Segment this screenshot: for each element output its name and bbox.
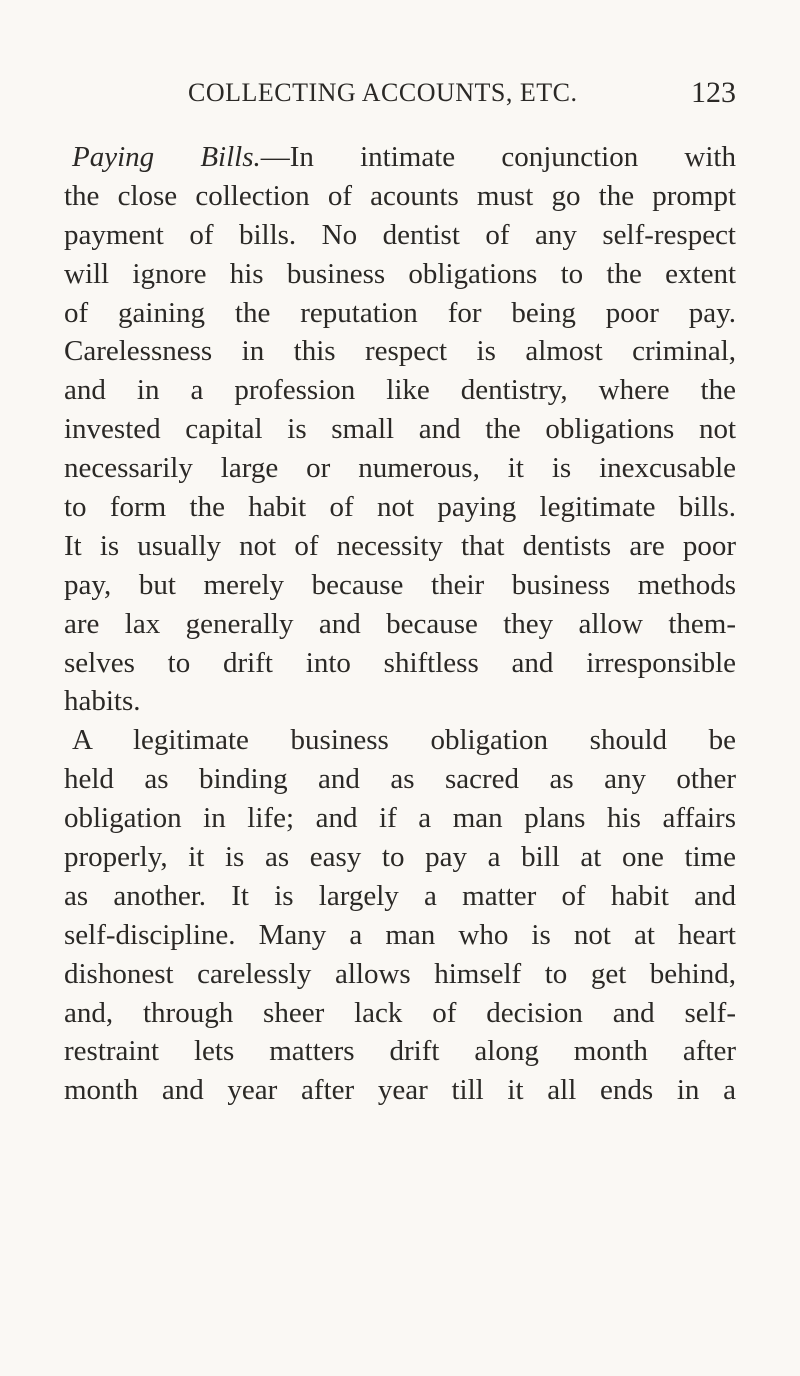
text-line-rest: —In intimate conjunction with (260, 141, 736, 173)
text-line: and in a profession like dentistry, where the (64, 374, 736, 407)
text-line: invested capital is small and the obligations not (64, 413, 736, 446)
paragraph-legitimate-obligation (64, 721, 736, 1110)
text-line: held as binding and as sacred as any other (64, 763, 736, 796)
text-line: restraint lets matters drift along month after (64, 1035, 736, 1068)
text-line: the close collection of acounts must go the prompt (64, 179, 736, 212)
text-line: to form the habit of not paying legitimate bills. (64, 491, 736, 524)
text-line: It is usually not of necessity that dentists are poor (64, 529, 736, 562)
text-line: of gaining the reputation for being poor pay. (64, 296, 736, 329)
text-line: necessarily large or numerous, it is inexcusable (64, 452, 736, 485)
running-head (64, 72, 736, 116)
body-text (64, 138, 736, 1110)
text-line: self-discipline. Many a man who is not at heart (64, 918, 736, 951)
text-line: pay, but merely because their business methods (64, 568, 736, 601)
text-line: obligation in life; and if a man plans his affairs (64, 802, 736, 835)
text-line: selves to drift into shiftless and irresponsible (64, 646, 736, 679)
page-number: 123 (691, 76, 736, 109)
section-heading: Paying Bills. (72, 141, 261, 173)
text-line: as another. It is largely a matter of habit and (64, 879, 736, 912)
text-line: habits. (64, 685, 141, 718)
running-title: COLLECTING ACCOUNTS, ETC. (188, 78, 578, 107)
text-line: and, through sheer lack of decision and self- (64, 996, 736, 1029)
text-line: dishonest carelessly allows himself to get behind, (64, 957, 736, 990)
text-line: properly, it is as easy to pay a bill at one time (64, 841, 736, 874)
paragraph-paying-bills (64, 138, 736, 721)
text-line: will ignore his business obligations to the extent (64, 257, 736, 290)
text-line (64, 138, 736, 177)
text-line: A legitimate business obligation should be (72, 724, 736, 757)
text-line: payment of bills. No dentist of any self-respect (64, 218, 736, 251)
text-line: are lax generally and because they allow them- (64, 607, 736, 640)
text-line: Carelessness in this respect is almost criminal, (64, 335, 736, 368)
text-line: month and year after year till it all ends in a (64, 1074, 736, 1107)
